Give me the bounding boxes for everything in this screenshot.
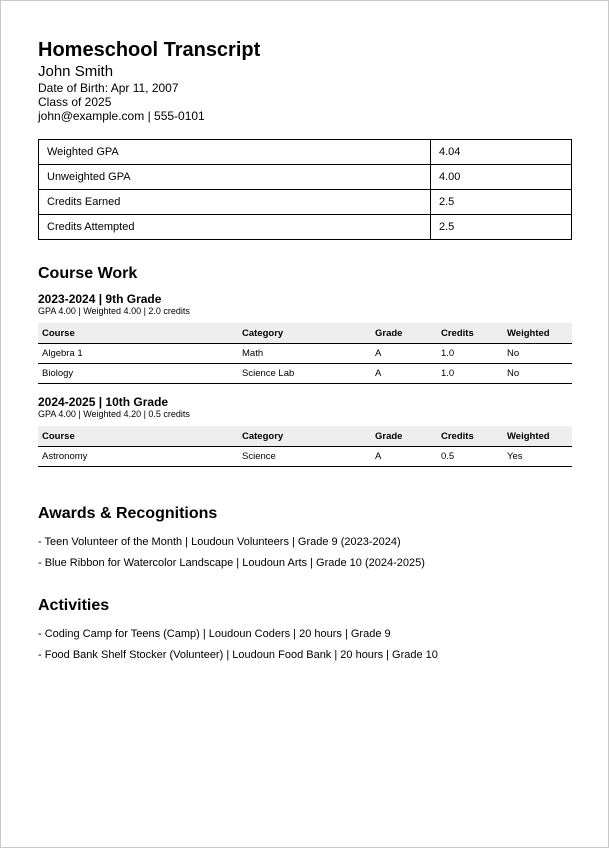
summary-row [39,165,572,190]
column-header-course: Course [38,323,238,344]
column-header-grade: Grade [371,323,437,344]
summary-row [39,215,572,240]
table-row [38,344,572,364]
award-item: - Blue Ribbon for Watercolor Landscape | Loudoun Arts | Grade 10 (2024-2025) [38,557,425,569]
course-cell: Astronomy [38,447,238,467]
course-cell: Algebra 1 [38,344,238,364]
summary-value: 2.5 [431,215,572,240]
school-year-meta: GPA 4.00 | Weighted 4.20 | 0.5 credits [38,409,190,419]
weighted-cell: No [503,344,572,364]
summary-value: 4.04 [431,140,572,165]
gpa-summary-table [38,139,572,240]
grade-cell: A [371,344,437,364]
column-header-credits: Credits [437,426,503,447]
summary-row [39,190,572,215]
transcript-content [38,38,572,662]
column-header-category: Category [238,426,371,447]
weighted-cell: Yes [503,447,572,467]
grade-cell: A [371,364,437,384]
awards-heading: Awards & Recognitions [38,505,218,522]
contact-info: john@example.com | 555-0101 [38,109,205,123]
column-header-credits: Credits [437,323,503,344]
award-item: - Teen Volunteer of the Month | Loudoun Volunteers | Grade 9 (2023-2024) [38,536,401,548]
summary-value: 4.00 [431,165,572,190]
school-year-title: 2024-2025 | 10th Grade [38,395,169,409]
course-table-header [38,426,572,447]
course-table [38,426,572,467]
activities-heading: Activities [38,597,110,614]
graduation-class: Class of 2025 [38,95,112,109]
column-header-grade: Grade [371,426,437,447]
activity-item: - Coding Camp for Teens (Camp) | Loudoun Coders | 20 hours | Grade 9 [38,628,391,640]
course-cell: Biology [38,364,238,384]
credits-cell: 1.0 [437,344,503,364]
course-table-header [38,323,572,344]
category-cell: Science [238,447,371,467]
category-cell: Math [238,344,371,364]
credits-cell: 1.0 [437,364,503,384]
table-row [38,447,572,467]
date-of-birth: Date of Birth: Apr 11, 2007 [38,81,179,95]
summary-row [39,140,572,165]
category-cell: Science Lab [238,364,371,384]
document-title: Homeschool Transcript [38,39,261,61]
column-header-course: Course [38,426,238,447]
summary-value: 2.5 [431,190,572,215]
summary-label: Credits Attempted [39,215,431,240]
course-table [38,323,572,384]
column-header-weighted: Weighted [503,426,572,447]
summary-label: Weighted GPA [39,140,431,165]
student-name: John Smith [38,63,114,80]
school-year-title: 2023-2024 | 9th Grade [38,292,162,306]
coursework-heading: Course Work [38,265,138,282]
summary-label: Credits Earned [39,190,431,215]
summary-label: Unweighted GPA [39,165,431,190]
column-header-weighted: Weighted [503,323,572,344]
activity-item: - Food Bank Shelf Stocker (Volunteer) | Loudoun Food Bank | 20 hours | Grade 10 [38,649,438,661]
column-header-category: Category [238,323,371,344]
credits-cell: 0.5 [437,447,503,467]
grade-cell: A [371,447,437,467]
school-year-meta: GPA 4.00 | Weighted 4.00 | 2.0 credits [38,306,190,316]
weighted-cell: No [503,364,572,384]
table-row [38,364,572,384]
